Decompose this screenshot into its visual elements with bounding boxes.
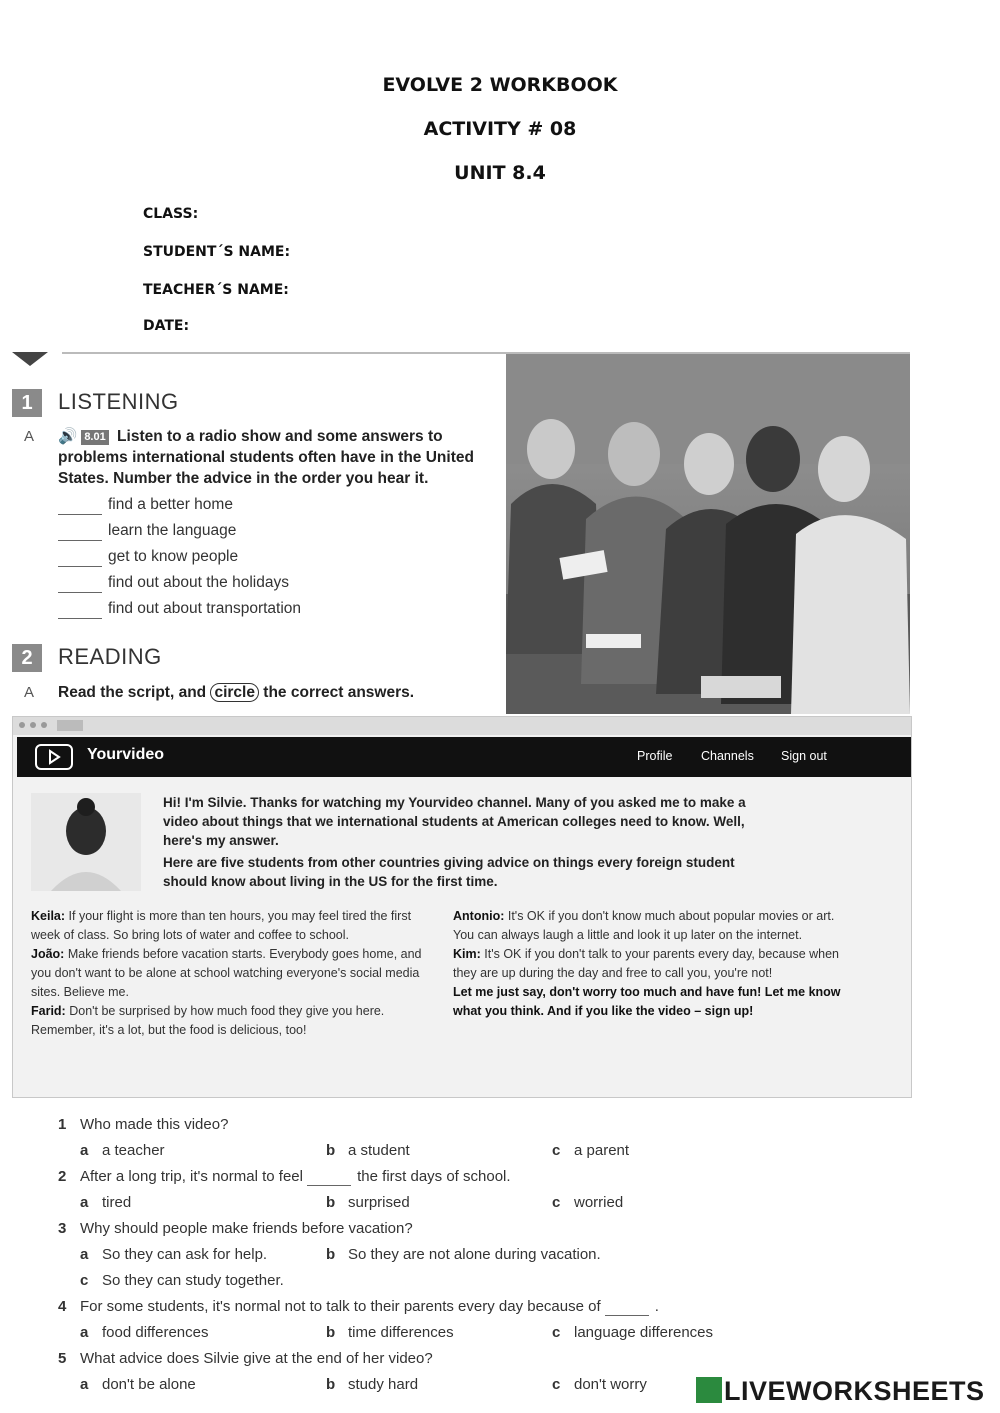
answer-blank[interactable] xyxy=(58,548,102,567)
video-intro-2: Here are five students from other countries giving advice on things every foreign student should know about living in the US for the first time. xyxy=(163,855,735,889)
answer-blank[interactable] xyxy=(58,600,102,619)
listening-instruction-text: Listen to a radio show and some answers to problems international students often have in the United States. Number the advice in the order you hear it. xyxy=(58,428,474,487)
list-item: learn the language xyxy=(58,522,236,541)
answer-blank[interactable] xyxy=(58,574,102,593)
option[interactable]: a tired xyxy=(80,1194,132,1211)
comment: Kim: It's OK if you don't talk to your parents every day, because when they are up during the day and free to call you, you're not! xyxy=(453,947,839,980)
window-dot-icon xyxy=(30,722,36,728)
question-4: 4 For some students, it's normal not to talk to their parents every day because of . xyxy=(58,1298,659,1315)
option[interactable]: a So they can ask for help. xyxy=(80,1246,268,1263)
answer-blank[interactable] xyxy=(605,1298,649,1316)
reading-title: READING xyxy=(58,644,162,669)
class-label: CLASS: xyxy=(143,206,199,222)
comment: Antonio: It's OK if you don't know much about popular movies or art. You can always laugh a little and look it up later on the internet. xyxy=(453,909,835,942)
option[interactable]: a don't be alone xyxy=(80,1376,196,1393)
reading-instruction: Read the script, and circle the correct answers. xyxy=(58,684,415,701)
option[interactable]: b time differences xyxy=(326,1324,454,1341)
nav-sign-out[interactable]: Sign out xyxy=(781,749,827,763)
logo-icon xyxy=(696,1377,722,1403)
teacher-name-label: TEACHER´S NAME: xyxy=(143,282,289,298)
answer-blank[interactable] xyxy=(307,1168,351,1186)
option[interactable]: b surprised xyxy=(326,1194,410,1211)
speaker-icon: 🔊 xyxy=(58,428,78,445)
option[interactable]: c don't worry xyxy=(552,1376,647,1393)
student-name-label: STUDENT´S NAME: xyxy=(143,244,291,260)
video-nav-bar xyxy=(17,737,911,777)
question-1: 1 Who made this video? xyxy=(58,1116,229,1133)
comment: Keila: If your flight is more than ten hours, you may feel tired the first week of class. So bring lots of water and coffee to school. xyxy=(31,909,412,942)
question-2: 2 After a long trip, it's normal to feel the first days of school. xyxy=(58,1168,511,1185)
right-comments xyxy=(453,907,843,1021)
option[interactable]: c a parent xyxy=(552,1142,630,1159)
question-3: 3 Why should people make friends before vacation? xyxy=(58,1220,413,1237)
listening-instruction xyxy=(58,426,498,489)
reading-letter: A xyxy=(24,684,35,701)
question-5: 5 What advice does Silvie give at the end of her video? xyxy=(58,1350,433,1367)
video-panel xyxy=(12,716,912,1098)
date-label: DATE: xyxy=(143,318,190,334)
nav-channels[interactable]: Channels xyxy=(701,749,754,763)
students-photo xyxy=(506,354,910,714)
window-dot-icon xyxy=(19,722,25,728)
window-chrome xyxy=(13,717,911,735)
option[interactable]: c So they can study together. xyxy=(80,1272,284,1289)
tab-icon xyxy=(57,720,83,731)
option[interactable]: b So they are not alone during vacation. xyxy=(326,1246,601,1263)
comment: Farid: Don't be surprised by how much food they give you here. Remember, it's a lot, but the food is delicious, too! xyxy=(31,1004,385,1037)
list-item: get to know people xyxy=(58,548,238,567)
list-item: find a better home xyxy=(58,496,233,515)
video-intro: Hi! I'm Silvie. Thanks for watching my Yourvideo channel. Many of you asked me to make a video about things that we international students at American colleges need to know. Well, here's my answer. xyxy=(163,795,746,848)
option[interactable]: a a teacher xyxy=(80,1142,165,1159)
avatar xyxy=(31,793,141,891)
option[interactable]: c language differences xyxy=(552,1324,713,1341)
option[interactable]: b a student xyxy=(326,1142,410,1159)
list-item: find out about the holidays xyxy=(58,574,289,593)
listening-letter: A xyxy=(24,428,35,445)
nav-profile[interactable]: Profile xyxy=(637,749,673,763)
listening-number: 1 xyxy=(12,389,42,417)
closing-message: Let me just say, don't worry too much and have fun! Let me know what you think. And if you like the video – sign up! xyxy=(453,985,841,1018)
liveworksheets-logo: LIVEWORKSHEETS xyxy=(696,1376,985,1407)
option[interactable]: a food differences xyxy=(80,1324,209,1341)
reading-number: 2 xyxy=(12,644,42,672)
answer-blank[interactable] xyxy=(58,522,102,541)
listening-title: LISTENING xyxy=(58,389,179,414)
video-brand: Yourvideo xyxy=(87,746,165,763)
activity-number: ACTIVITY # 08 xyxy=(423,118,577,140)
window-dot-icon xyxy=(41,722,47,728)
comment: João: Make friends before vacation starts. Everybody goes home, and you don't want to be alone at school watching everyone's social media sites. Believe me. xyxy=(31,947,422,999)
audio-track-badge[interactable]: 8.01 xyxy=(81,430,108,445)
option[interactable]: b study hard xyxy=(326,1376,419,1393)
play-icon[interactable] xyxy=(35,744,73,770)
option[interactable]: c worried xyxy=(552,1194,624,1211)
list-item: find out about transportation xyxy=(58,600,301,619)
workbook-title: EVOLVE 2 WORKBOOK xyxy=(382,74,618,96)
section-marker-icon xyxy=(12,352,48,366)
answer-blank[interactable] xyxy=(58,496,102,515)
unit-number: UNIT 8.4 xyxy=(454,162,546,184)
left-comments xyxy=(31,907,431,1040)
